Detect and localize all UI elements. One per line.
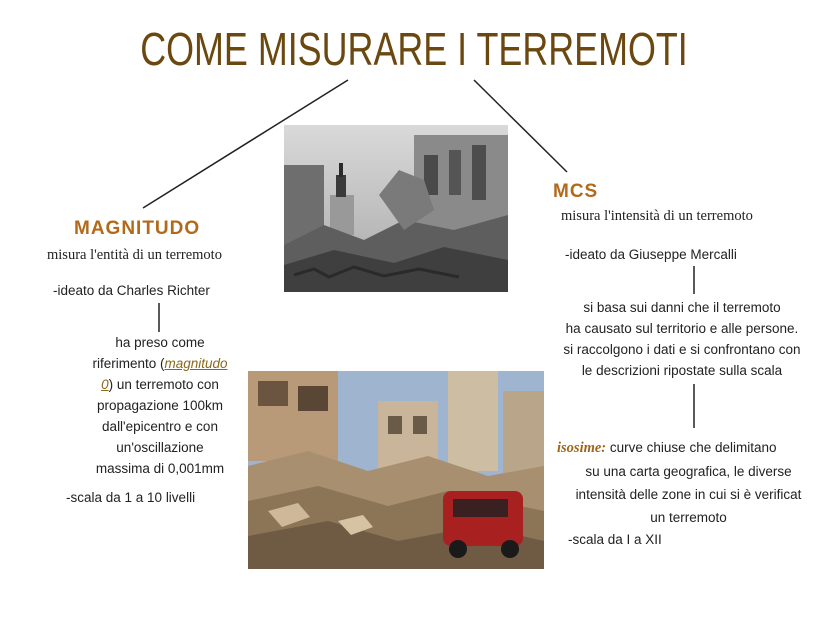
magnitudo-desc-line: dall'epicentro e con [102, 419, 218, 434]
mcs-scale: -scala da I a XII [568, 532, 662, 547]
mcs-desc-line: si raccolgono i dati e si confrontano con [563, 342, 801, 357]
mcs-heading: MCS [553, 181, 599, 202]
magnitudo-description [60, 332, 260, 479]
magnitudo-scale: -scala da 1 a 10 livelli [66, 490, 196, 505]
isosime-line: su una carta geografica, le diverse [585, 464, 792, 479]
mcs-desc-line: si basa sui danni che il terremoto [583, 300, 781, 315]
magnitudo-desc-line: riferimento (magnitudo [92, 356, 228, 371]
mcs-desc-line: le descrizioni ripostate sulla scala [581, 363, 783, 378]
magnitudo-inventor: -ideato da Charles Richter [53, 283, 210, 298]
mcs-inventor: -ideato da Giuseppe Mercalli [565, 247, 737, 262]
magnitudo-desc-line: 0) un terremoto con [101, 377, 219, 392]
page-title: COME MISURARE I TERREMOTI [140, 23, 688, 75]
magnitudo-desc-line: un'oscillazione [116, 440, 204, 455]
isosime-term: isosime: [557, 440, 607, 456]
magnitudo-desc-line: massima di 0,001mm [95, 461, 225, 476]
magnitudo-subtitle: misura l'entità di un terremoto [47, 247, 222, 263]
mcs-description [536, 297, 828, 381]
magnitudo-link[interactable]: magnitudo [164, 356, 228, 371]
mcs-desc-line: ha causato sul territorio e alle persone. [565, 321, 799, 336]
mcs-subtitle: misura l'intensità di un terremoto [561, 208, 753, 224]
magnitudo-heading: MAGNITUDO [74, 218, 201, 239]
magnitudo-desc-line: propagazione 100km [96, 398, 224, 413]
magnitudo-desc-line: ha preso come [115, 335, 205, 350]
historic-earthquake-ruins-photo [284, 125, 508, 292]
modern-earthquake-rubble-photo [248, 371, 544, 569]
isosime-definition: isosime: curve chiuse che delimitano su una carta geografica, le diverse intensità delle zone in cui si è verificat un terremoto [549, 436, 828, 529]
isosime-line: intensità delle zone in cui si è verificat [575, 487, 802, 502]
isosime-line: un terremoto [650, 510, 727, 525]
magnitudo-link-zero[interactable]: 0 [101, 377, 109, 392]
